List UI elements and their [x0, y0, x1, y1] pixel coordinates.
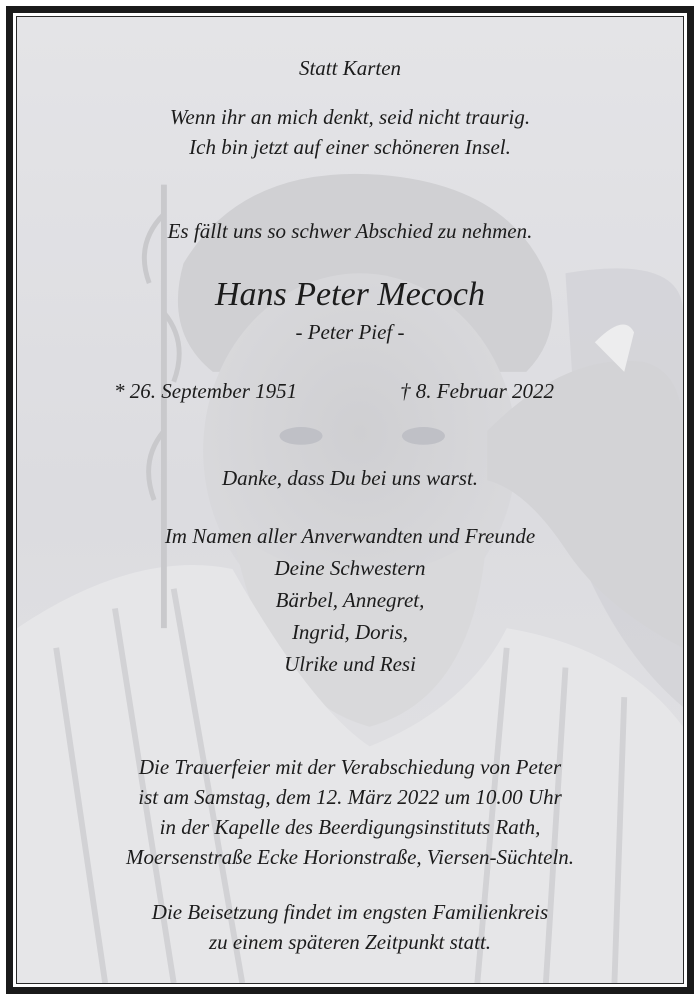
ceremony-line: Die Trauerfeier mit der Verabschiedung von Peter: [138, 755, 562, 779]
poem-line: Ich bin jetzt auf einer schöneren Insel.: [189, 135, 511, 159]
deceased-name: Hans Peter Mecoch: [214, 276, 485, 313]
ceremony-line: in der Kapelle des Beerdigungsinstituts Rath,: [159, 815, 541, 839]
ceremony-line: Moersenstraße Ecke Horionstraße, Viersen-Süchteln.: [125, 845, 575, 869]
thanks-line: Danke, dass Du bei uns warst.: [221, 466, 479, 490]
poem-line: Wenn ihr an mich denkt, seid nicht traurig.: [169, 105, 531, 129]
header-statt-karten: Statt Karten: [298, 56, 402, 80]
notice-inner-frame: [16, 16, 684, 984]
farewell-line: Es fällt uns so schwer Abschied zu nehmen.: [167, 219, 533, 243]
notice-text: [17, 17, 683, 983]
death-date: † 8. Februar 2022: [400, 379, 554, 403]
burial-line: zu einem späteren Zeitpunkt statt.: [208, 930, 492, 954]
obituary-notice: [6, 6, 694, 994]
mourners-line: Ulrike und Resi: [284, 652, 416, 676]
mourners-line: Im Namen aller Anverwandten und Freunde: [164, 524, 536, 548]
mourners-line: Ingrid, Doris,: [291, 620, 409, 644]
deceased-nickname: - Peter Pief -: [295, 320, 405, 344]
mourners-line: Deine Schwestern: [274, 556, 426, 580]
burial-line: Die Beisetzung findet im engsten Familienkreis: [151, 900, 549, 924]
ceremony-line: ist am Samstag, dem 12. März 2022 um 10.00 Uhr: [138, 785, 562, 809]
mourners-line: Bärbel, Annegret,: [275, 588, 425, 612]
birth-date: * 26. September 1951: [114, 379, 298, 403]
